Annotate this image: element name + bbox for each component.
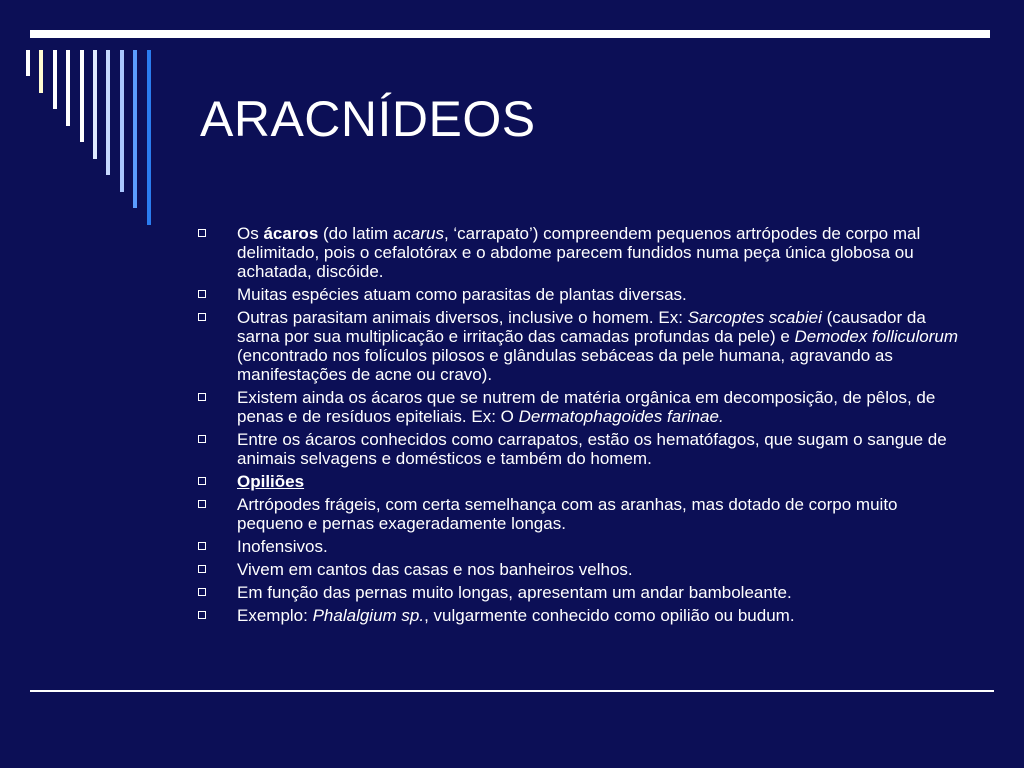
- bullet-text: Vivem em cantos das casas e nos banheiros velhos.: [237, 560, 633, 579]
- bullet-item: [197, 583, 967, 602]
- decorative-stripes: [0, 0, 180, 210]
- bullet-text: Inofensivos.: [237, 537, 328, 556]
- stripe-7: [106, 50, 110, 175]
- square-bullet-icon: [198, 611, 206, 619]
- bullet-text: Artrópodes frágeis, com certa semelhança com as aranhas, mas dotado de corpo muito pequeno e pernas exageradamente longas.: [237, 495, 898, 533]
- stripe-10: [147, 50, 151, 225]
- bullet-list: [197, 224, 967, 625]
- square-bullet-icon: [198, 477, 206, 485]
- bullet-text: Demodex folliculorum: [794, 327, 958, 346]
- bullet-item: [197, 606, 967, 625]
- stripe-1: [26, 50, 30, 76]
- bullet-text: Existem ainda os ácaros que se nutrem de matéria orgânica em decomposição, de pêlos, de penas e de resíduos epiteliais. Ex: O: [237, 388, 936, 426]
- bullet-item: [197, 308, 967, 384]
- bullet-text: , ‘carrapato’) compreendem pequenos artrópodes de corpo mal delimitado, pois o cefalotórax e o abdome parecem fundidos numa peça única globosa ou achatada, discóide.: [237, 224, 921, 281]
- stripe-6: [93, 50, 97, 159]
- stripe-4: [66, 50, 70, 126]
- square-bullet-icon: [198, 542, 206, 550]
- bullet-item: [197, 388, 967, 426]
- bullet-item: [197, 430, 967, 468]
- square-bullet-icon: [198, 290, 206, 298]
- bullet-item: [197, 472, 967, 491]
- bullet-text: Sarcoptes scabiei: [687, 308, 822, 327]
- bullet-text: (encontrado nos folículos pilosos e glândulas sebáceas da pele humana, agravando as manifestações de acne ou cravo).: [237, 346, 893, 384]
- bullet-text: Dermatophagoides farinae.: [518, 407, 724, 426]
- bullet-text: , vulgarmente conhecido como opilião ou budum.: [424, 606, 795, 625]
- stripe-3: [53, 50, 57, 109]
- stripe-2: [39, 50, 43, 93]
- bullet-text: ácaros: [263, 224, 319, 243]
- bullet-text: (causador da sarna por sua multiplicação e irritação das camadas profundas da pele) e: [237, 308, 926, 346]
- bullet-text: Phalalgium sp.: [312, 606, 425, 625]
- bullet-item: [197, 285, 967, 304]
- bullet-item: [197, 537, 967, 556]
- square-bullet-icon: [198, 393, 206, 401]
- bottom-rule: [30, 690, 994, 692]
- bullet-item: [197, 224, 967, 281]
- bullet-text: Os: [237, 224, 264, 243]
- square-bullet-icon: [198, 435, 206, 443]
- square-bullet-icon: [198, 565, 206, 573]
- bullet-text: carus: [402, 224, 444, 243]
- bullet-text: Exemplo:: [237, 606, 313, 625]
- bullet-text: Outras parasitam animais diversos, inclusive o homem. Ex:: [237, 308, 688, 327]
- square-bullet-icon: [198, 500, 206, 508]
- square-bullet-icon: [198, 229, 206, 237]
- bullet-item: [197, 560, 967, 579]
- slide-content: [197, 224, 967, 629]
- bullet-text: Entre os ácaros conhecidos como carrapatos, estão os hematófagos, que sugam o sangue de animais selvagens e domésticos e também do homem.: [237, 430, 947, 468]
- bullet-text: Muitas espécies atuam como parasitas de plantas diversas.: [237, 285, 687, 304]
- square-bullet-icon: [198, 313, 206, 321]
- stripe-8: [120, 50, 124, 192]
- stripe-9: [133, 50, 137, 208]
- stripe-5: [80, 50, 84, 142]
- slide-title: ARACNÍDEOS: [200, 91, 536, 147]
- bullet-text: (do latim a: [318, 224, 403, 243]
- bullet-text: Em função das pernas muito longas, apresentam um andar bamboleante.: [237, 583, 792, 602]
- square-bullet-icon: [198, 588, 206, 596]
- bullet-item: [197, 495, 967, 533]
- bullet-text: Opiliões: [237, 472, 305, 491]
